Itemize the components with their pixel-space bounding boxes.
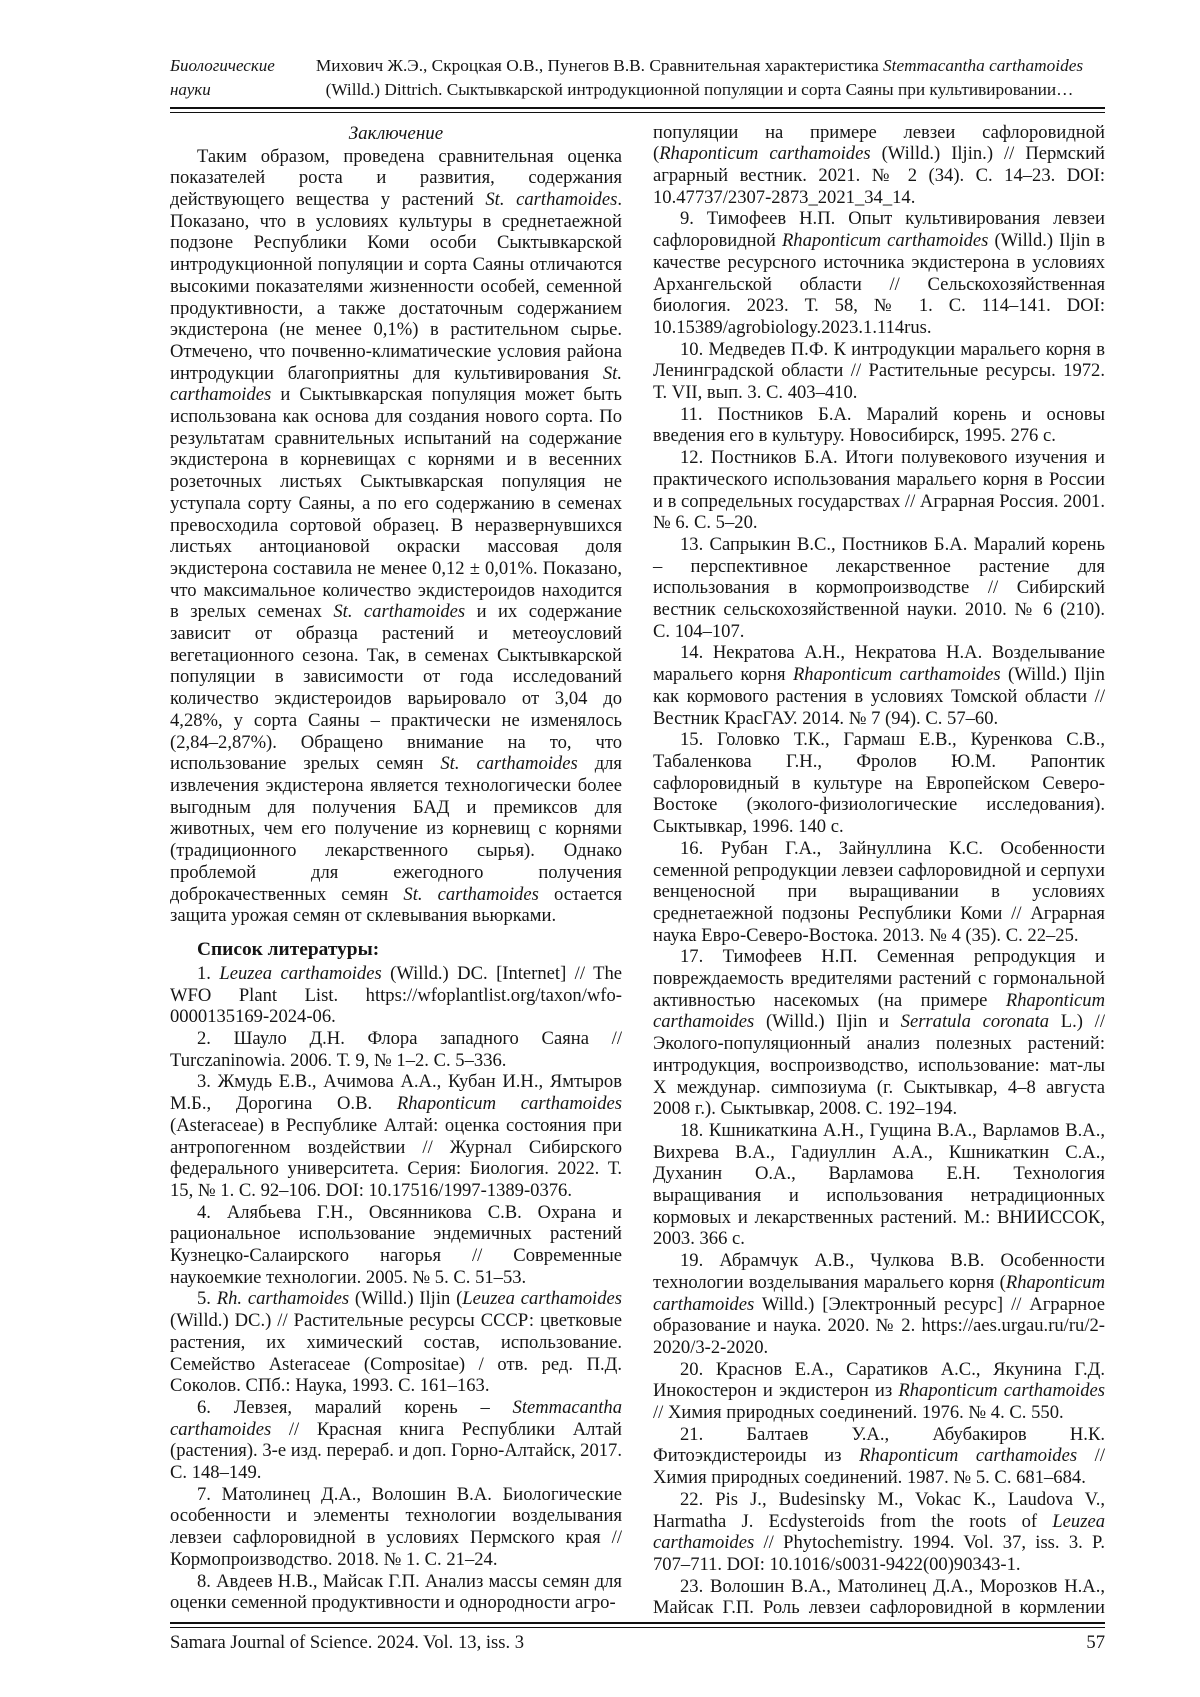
running-title: Михович Ж.Э., Скроцкая О.В., Пунегов В.В. Сравнительная характеристика Stemmacantha carthamoides (Willd.) Dittrich. Сыктывкарской интродукционной популяции и сорта Саяны при культивировании… [315, 56, 1084, 99]
rubric-line-2: науки [170, 80, 211, 99]
page-footer [170, 1617, 1105, 1654]
reference-item: 11. Постников Б.А. Маралий корень и основы введения его в культуру. Новосибирск, 1995. 276 с. [653, 403, 1105, 447]
conclusion-paragraph: Таким образом, проведена сравнительная оценка показателей роста и развития, содержания действующего вещества у растений St. carthamoides. Показано, что в условиях культуры в среднетаежной подзоне Республики Коми особи Сыктывкарской интродукционной популяции и сорта Саяны отличаются высокими показателями жизненности особей, семенной продуктивности, а также достаточным содержанием экдистерона (не менее 0,1%) в растительном сырье. Отмечено, что почвенно-климатические условия района интродукции благоприятны для культивирования St. carthamoides и Сыктывкарская популяция может быть использована как основа для создания нового сорта. По результатам сравнительных испытаний на содержание экдистерона в корневищах с корнями и в весенних розеточных листьях Сыктывкарская популяция не уступала сорту Саяны, а по его содержанию в семенах превосходила сортовой образец. В неразвернувшихся листьях антоциановой окраски массовая доля экдистерона составила не менее 0,12 ± 0,01%. Показано, что максимальное количество экдистероидов находится в зрелых семенах St. carthamoides и их содержание зависит от образца растений и метеоусловий вегетационного сезона. Так, в семенах Сыктывкарской популяции в зависимости от года исследований количество экдистероидов варьировало от 3,04 до 4,28%, у сорта Саяны – практически не изменялось (2,84–2,87%). Обращено внимание на то, что использование зрелых семян St. carthamoides для извлечения экдистерона является технологически более выгодным для получения БАД и премиксов для животных, чем его получение из корневищ с корнями (традиционного лекарственного сырья). Однако проблемой для ежегодного получения доброкачественных семян St. carthamoides остается защита урожая семян от склевывания вьюрками. [170, 145, 623, 927]
rubric [170, 54, 290, 102]
conclusion-heading: Заключение [348, 122, 444, 144]
reference-item: 23. Волошин В.А., Матолинец Д.А., Морозков Н.А., Майсак Г.П. Роль левзеи сафлоровидной в кормлении [653, 1575, 1105, 1619]
page-header [170, 54, 1105, 102]
reference-item: 16. Рубан Г.А., Зайнуллина К.С. Особенности семенной репродукции левзеи сафлоровидной и серпухи венценосной при выращивании в условиях среднетаежной подзоны Республики Коми // Аграрная наука Евро-Северо-Востока. 2013. № 4 (35). С. 22–25. [653, 837, 1105, 946]
reference-item: 12. Постников Б.А. Итоги полувекового изучения и практического использования маральего корня в России и в сопредельных государствах // Аграрная Россия. 2001. № 6. С. 5–20. [653, 447, 1105, 534]
reference-item: 3. Жмудь Е.В., Ачимова А.А., Кубан И.Н., Ямтыров М.Б., Дорогина О.В. Rhaponticum carthamoides (Asteraceae) в Республике Алтай: оценка состояния при антропогенном воздействии // Журнал Сибирского федерального университета. Серия: Биология. 2022. Т. 15, № 1. С. 92–106. DOI: 10.17516/1997-1389-0376. [170, 1071, 622, 1201]
reference-item: 14. Некратова А.Н., Некратова Н.А. Возделывание маральего корня Rhaponticum carthamoides (Willd.) Iljin как кормового растения в условиях Томской области // Вестник КрасГАУ. 2014. № 7 (94). С. 57–60. [653, 642, 1105, 729]
reference-item: 8. Авдеев Н.В., Майсак Г.П. Анализ массы семян для оценки семенной продуктивности и однородности агро- [170, 1570, 622, 1614]
references-heading: Список литературы: [197, 938, 380, 960]
references-list-right [653, 122, 1105, 1620]
reference-item: 5. Rh. carthamoides (Willd.) Iljin (Leuzea carthamoides (Willd.) DC.) // Растительные ресурсы СССР: цветковые растения, их химический состав, использование. Семейство Asteraceae (Compositae) / отв. ред. П.Д. Соколов. СПб.: Наука, 1993. С. 161–163. [170, 1288, 622, 1397]
reference-item: 18. Кшникаткина А.Н., Гущина В.А., Варламов В.А., Вихрева В.А., Гадиуллин А.А., Кшникаткин С.А., Духанин О.А., Варламова Е.Н. Технология выращивания и использования нетрадиционных кормовых и лекарственных растений. М.: ВНИИССОК, 2003. 366 с. [653, 1119, 1105, 1250]
reference-item: 13. Сапрыкин В.С., Постников Б.А. Маралий корень – перспективное лекарственное растение для использования в кормопроизводстве // Сибирский вестник сельскохозяйственной науки. 2010. № 6 (210). С. 104–107. [653, 533, 1105, 642]
two-column-body [170, 122, 1105, 1620]
reference-item: 19. Абрамчук А.В., Чулкова В.В. Особенности технологии возделывания маральего корня (Rhaponticum carthamoides Willd.) [Электронный ресурс] // Аграрное образование и наука. 2020. № 2. https://aes.urgau.ru/ru/2-2020/3-2-2020. [653, 1250, 1105, 1358]
reference-item: 22. Pis J., Budesinsky M., Vokac K., Laudova V., Harmatha J. Ecdysteroids from the roots of Leuzea carthamoides // Phytochemistry. 1994. Vol. 37, iss. 3. P. 707–711. DOI: 10.1016/s0031-9422(00)90343-1. [653, 1488, 1105, 1575]
rubric-line-1: Биологические [170, 56, 275, 75]
reference-item: 17. Тимофеев Н.П. Семенная репродукция и повреждаемость вредителями растений с гормональной активностью насекомых (на примере Rhaponticum carthamoides (Willd.) Iljin и Serratula coronata L.) // Эколого-популяционный анализ полезных растений: интродукция, воспроизводство, использование: мат-лы X междунар. симпозиума (г. Сыктывкар, 4–8 августа 2008 г.). Сыктывкар, 2008. С. 192–194. [653, 946, 1105, 1120]
journal-citation: Samara Journal of Science. 2024. Vol. 13, iss. 3 [170, 1631, 525, 1653]
reference-item: популяции на примере левзеи сафлоровидной (Rhaponticum carthamoides (Willd.) Iljin.) // Пермский аграрный вестник. 2021. № 2 (34). С. 14–23. DOI: 10.47737/2307-2873_2021_34_14. [653, 121, 1105, 208]
reference-item: 15. Головко Т.К., Гармаш Е.В., Куренкова С.В., Табаленкова Г.Н., Фролов Ю.М. Рапонтик сафлоровидный в культуре на Европейском Северо-Востоке (эколого-физиологические исследования). Сыктывкар, 1996. 140 с. [653, 729, 1105, 838]
left-column [170, 122, 622, 1620]
reference-item: 4. Алябьева Г.Н., Овсянникова С.В. Охрана и рациональное использование эндемичных растений Кузнецко-Салаирского нагорья // Современные наукоемкие технологии. 2005. № 5. С. 51–53. [170, 1201, 622, 1288]
references-list-left [170, 963, 622, 1614]
reference-item: 7. Матолинец Д.А., Волошин В.А. Биологические особенности и элементы технологии возделывания левзеи сафлоровидной в условиях Пермского края // Кормопроизводство. 2018. № 1. С. 21–24. [170, 1483, 622, 1570]
reference-item: 1. Leuzea carthamoides (Willd.) DC. [Internet] // The WFO Plant List. https://wfoplantlist.org/taxon/wfo-0000135169-2024-06. [170, 962, 623, 1028]
reference-item: 6. Левзея, маралий корень – Stemmacantha carthamoides // Красная книга Республики Алтай (растения). 3-е изд. перераб. и доп. Горно-Алтайск, 2017. С. 148–149. [170, 1396, 622, 1484]
page-number: 57 [1086, 1631, 1105, 1653]
header-rule [170, 107, 1105, 113]
right-column [653, 122, 1105, 1620]
reference-item: 9. Тимофеев Н.П. Опыт культивирования левзеи сафлоровидной Rhaponticum carthamoides (Willd.) Iljin в качестве ресурсного источника экдистерона в условиях Архангельской области // Сельскохозяйственная биология. 2023. Т. 58, № 1. С. 114–141. DOI: 10.15389/agrobiology.2023.1.114rus. [653, 208, 1105, 338]
reference-item: 21. Балтаев У.А., Абубакиров Н.К. Фитоэкдистероиды из Rhaponticum carthamoides // Химия природных соединений. 1987. № 5. С. 681–684. [653, 1423, 1105, 1489]
reference-item: 10. Медведев П.Ф. К интродукции маральего корня в Ленинградской области // Растительные ресурсы. 1972. Т. VII, вып. 3. С. 403–410. [653, 338, 1105, 404]
reference-item: 2. Шауло Д.Н. Флора западного Саяна // Turczaninowia. 2006. Т. 9, № 1–2. С. 5–336. [170, 1028, 622, 1071]
reference-item: 20. Краснов Е.А., Саратиков А.С., Якунина Г.Д. Инокостерон и экдистерон из Rhaponticum carthamoides // Химия природных соединений. 1976. № 4. С. 550. [653, 1358, 1105, 1424]
